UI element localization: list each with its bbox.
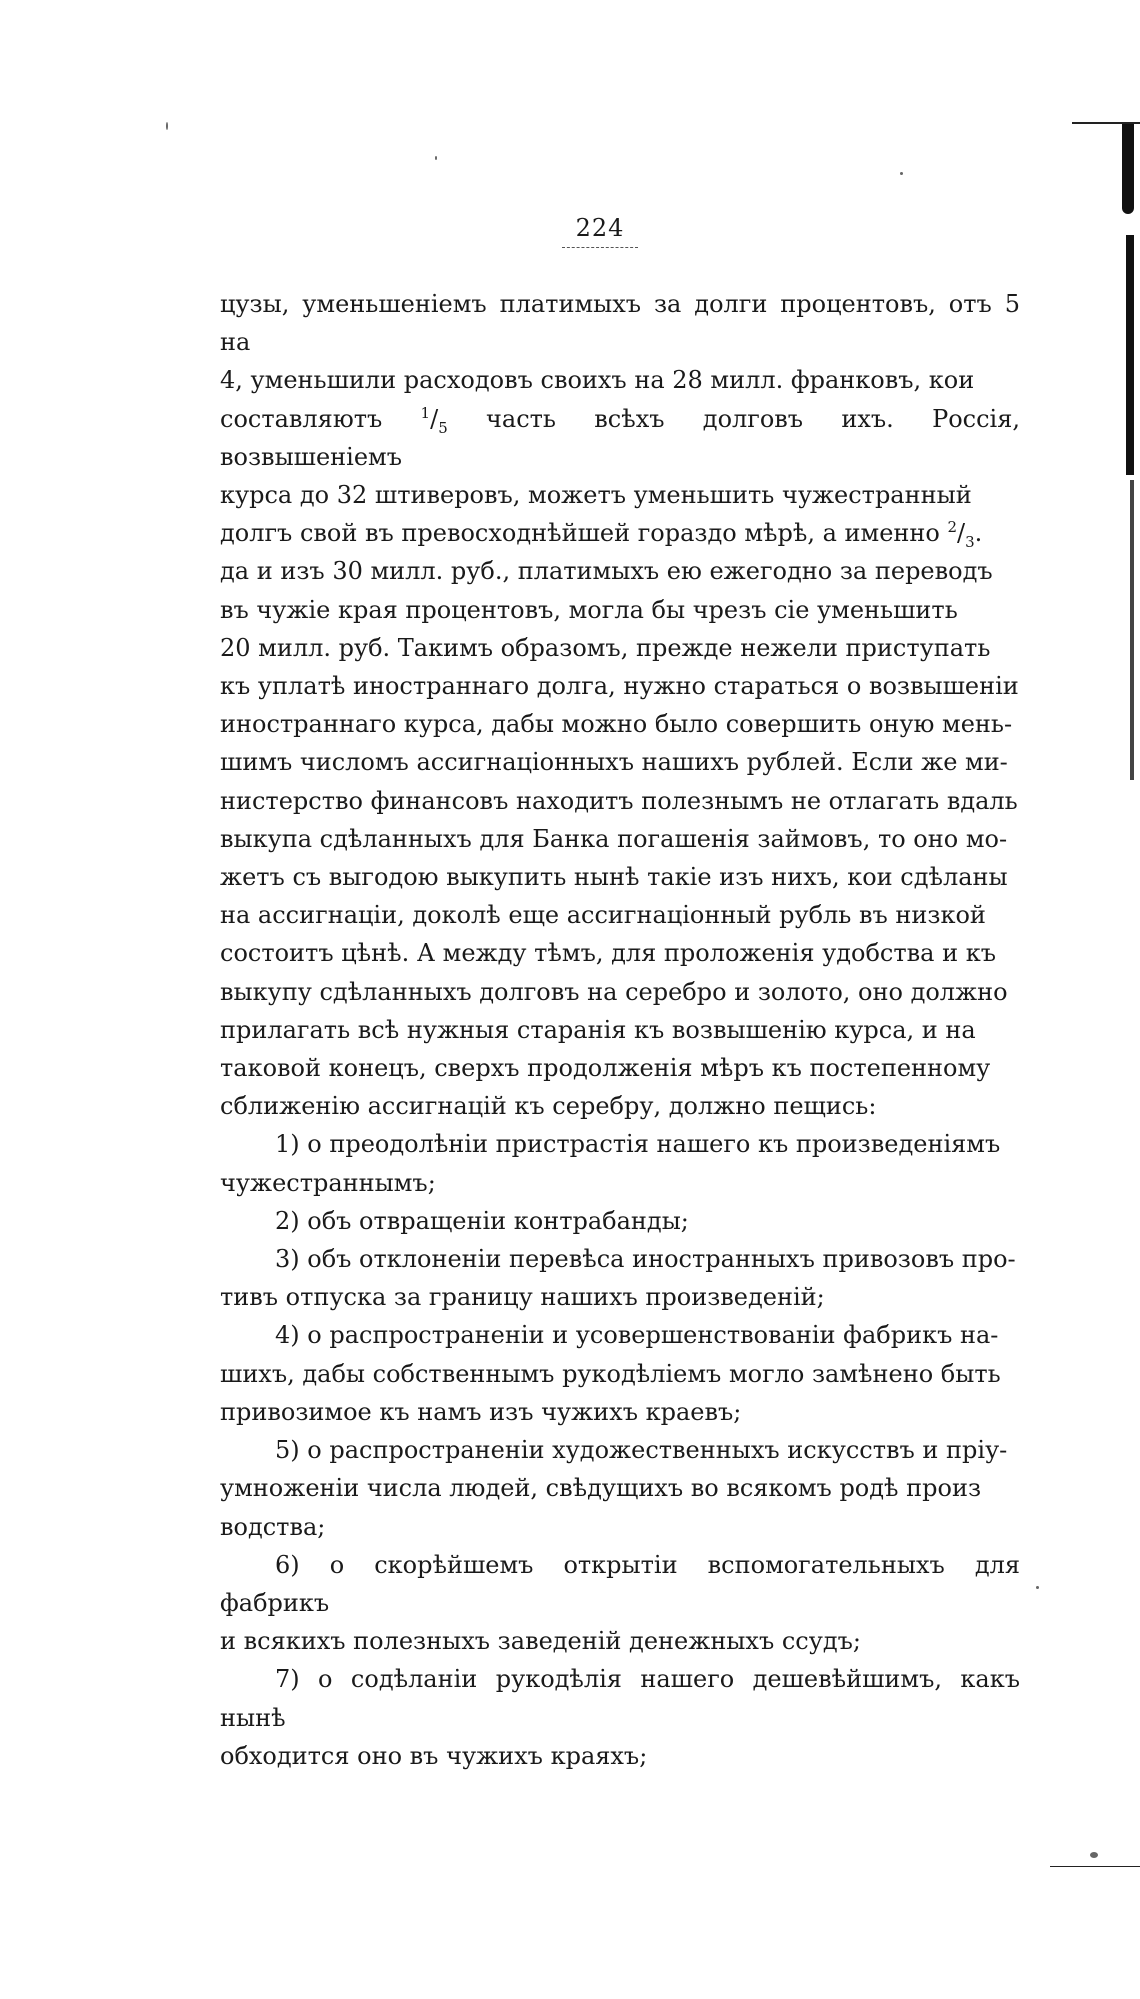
text-line: нистерство финансовъ находитъ полезнымъ не отлагать вдаль: [220, 786, 1018, 815]
text-line: да и изъ 30 милл. руб., платимыхъ ею ежегодно за переводъ: [220, 557, 993, 586]
list-item-3: 3) объ отклоненіи перевѣса иностранныхъ привозовъ про- тивъ отпуска за границу нашихъ произведеній;: [220, 1245, 1016, 1312]
scan-edge-bar-top: [1122, 124, 1134, 214]
fraction-one-fifth: $^1/_5$: [420, 403, 448, 437]
scan-edge-bar-lower: [1130, 480, 1134, 780]
text-line: сближенію ассигнацій къ серебру, должно пещись:: [220, 1092, 877, 1121]
text-line: курса до 32 штиверовъ, можетъ уменьшить чужестранный: [220, 481, 972, 510]
text-line: выкупа сдѣланныхъ для Банка погашенія займовъ, то оно мо-: [220, 824, 1008, 853]
text-line: долгъ свой въ превосходнѣйшей гораздо мѣрѣ, а именно $^2/_3$.: [220, 518, 983, 552]
text-line: выкупу сдѣланныхъ долговъ на серебро и золото, оно должно: [220, 977, 1008, 1006]
list-item-7: 7) о содѣланіи рукодѣлія нашего дешевѣйшимъ, какъ нынѣ обходится оно въ чужихъ краяхъ;: [220, 1665, 1020, 1770]
text-line: въ чужіе края процентовъ, могла бы чрезъ сіе уменьшить: [220, 595, 958, 624]
text-line: составляютъ $^1/_5$ часть всѣхъ долговъ ихъ. Россія, возвышеніемъ: [220, 403, 1020, 471]
body-text: [220, 285, 1020, 1775]
scan-speck: [166, 122, 168, 130]
list-item-2: 2) объ отвращеніи контрабанды;: [275, 1206, 689, 1235]
fraction-two-thirds: $^2/_3$: [947, 518, 975, 552]
list-item-5: 5) о распространеніи художественныхъ искусствъ и пріу- умноженіи числа людей, свѣдущихъ во всякомъ родѣ произ водства;: [220, 1436, 1008, 1541]
page-number-rule: [562, 247, 638, 248]
scan-speck: [435, 156, 437, 160]
list-item-4: 4) о распространеніи и усовершенствованіи фабрикъ на- шихъ, дабы собственнымъ рукодѣліемъ могло замѣнено быть привозимое къ намъ изъ чужихъ краевъ;: [220, 1321, 1001, 1426]
text-line: 4, уменьшили расходовъ своихъ на 28 милл. франковъ, кои: [220, 366, 975, 395]
scan-speck: [1036, 1586, 1039, 1589]
text-line: на ассигнаціи, доколѣ еще ассигнаціонный рубль въ низкой: [220, 901, 986, 930]
scan-speck: [1090, 1852, 1098, 1858]
scan-edge-bar-middle: [1126, 235, 1134, 475]
list-item-6: 6) о скорѣйшемъ открытіи вспомогательныхъ для фабрикъ и всякихъ полезныхъ заведеній денежныхъ ссудъ;: [220, 1550, 1020, 1656]
text-line: иностраннаго курса, дабы можно было совершить оную мень-: [220, 710, 1013, 739]
list-item-1: 1) о преодолѣніи пристрастія нашего къ произведеніямъ чужестраннымъ;: [220, 1130, 1001, 1197]
scan-speck: [900, 172, 903, 175]
text-line: таковой конецъ, сверхъ продолженія мѣръ къ постепенному: [220, 1054, 991, 1083]
text-line: жетъ съ выгодою выкупить нынѣ такіе изъ нихъ, кои сдѣланы: [220, 863, 1008, 892]
scan-edge-bottom-line: [1050, 1866, 1140, 1867]
text-line: къ уплатѣ иностраннаго долга, нужно стараться о возвышеніи: [220, 672, 1019, 701]
text-line: цузы, уменьшеніемъ платимыхъ за долги процентовъ, отъ 5 на: [220, 290, 1020, 357]
text-line: шимъ числомъ ассигнаціонныхъ нашихъ рублей. Если же ми-: [220, 748, 1008, 777]
text-line: 20 милл. руб. Такимъ образомъ, прежде нежели приступать: [220, 633, 991, 662]
text-line: прилагать всѣ нужныя старанія къ возвышенію курса, и на: [220, 1015, 976, 1044]
text-line: состоитъ цѣнѣ. А между тѣмъ, для проложенія удобства и къ: [220, 939, 996, 968]
page-number: 224: [575, 214, 625, 242]
